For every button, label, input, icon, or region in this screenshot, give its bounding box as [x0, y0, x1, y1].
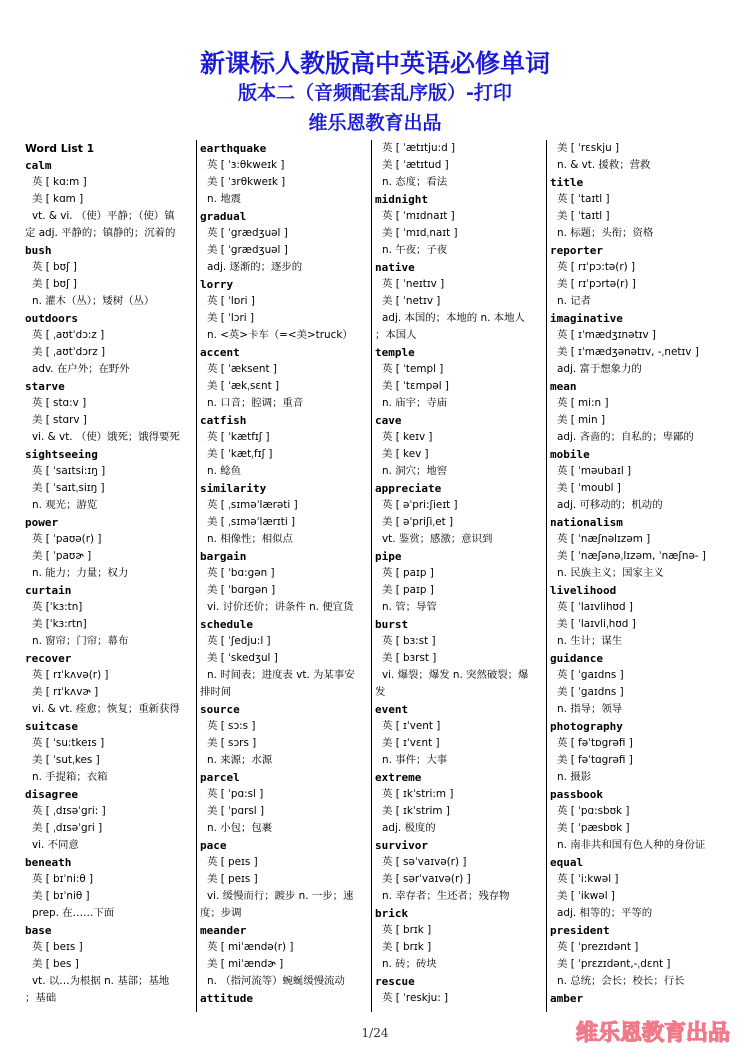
entry-line: 英 [ brɪk ]: [382, 924, 432, 936]
headword: pipe: [375, 550, 402, 563]
headword: outdoors: [25, 312, 78, 325]
entry-line: 美 [ ˈlɔri ]: [207, 312, 255, 324]
publisher-line: 维乐恩教育出品: [308, 112, 442, 134]
headword: imaginative: [550, 312, 623, 325]
entry-line: 英 [ ɪˈmædʒɪnətɪv ]: [557, 329, 656, 341]
headword: similarity: [200, 482, 267, 495]
column-divider: [371, 140, 372, 1012]
entry-line: n. 南非共和国有色人种的身份证: [557, 839, 706, 851]
headword: mobile: [550, 448, 590, 461]
entry-line: n. 幸存者；生还者；残存物: [382, 890, 510, 902]
entry-line: 美 [ ˈskedʒul ]: [207, 652, 278, 664]
entry-line: 英 [ ɪˈvent ]: [382, 720, 441, 732]
entry-line: adj. 逐渐的；逐步的: [207, 261, 303, 273]
entry-line: adj. 富于想象力的: [557, 363, 642, 375]
entry-line: 美 [ ˈpɑrsl ]: [207, 805, 265, 817]
entry-line: 英 [ ˈkætfɪʃ ]: [207, 431, 270, 443]
entry-line: 美 [ bʊʃ ]: [32, 278, 77, 290]
entry-line: 美 [ brɪk ]: [382, 941, 432, 953]
entry-line: 英 [ ˈbɑ:gən ]: [207, 567, 275, 579]
entry-line: n. 小包；包裹: [207, 822, 273, 834]
word-list-heading: Word List 1: [25, 142, 95, 155]
entry-line: 美 [ kev ]: [382, 448, 429, 460]
entry-line: 英 [ ˈpɑ:sl ]: [207, 788, 264, 800]
entry-line: 美 [ ˈtɛmpəl ]: [382, 380, 449, 392]
entry-line: 美 [ ˌaʊtˈdɔrz ]: [32, 346, 106, 358]
entry-line: 英 [ əˈpri:ʃieɪt ]: [382, 499, 458, 511]
entry-line: 美 [ əˈpriʃiˌet ]: [382, 516, 454, 528]
entry-line: n. 鲶鱼: [207, 465, 241, 477]
headword: curtain: [25, 584, 72, 597]
headword: appreciate: [375, 482, 442, 495]
headword: photography: [550, 720, 623, 733]
entry-line: 美 [ ˈpæsbʊk ]: [557, 822, 630, 834]
document-subtitle: 版本二（音频配套乱序版）-打印: [238, 82, 512, 104]
entry-line: vi. & vt. （使）饿死；饿得要死: [32, 431, 180, 443]
headword: president: [550, 924, 610, 937]
entry-line: 美 [ ˌdɪsəˈgri ]: [32, 822, 103, 834]
entry-line: 英 [ miˈændə(r) ]: [207, 941, 294, 953]
entry-line: n. 总统；会长；校长；行长: [557, 975, 685, 987]
headword: livelihood: [550, 584, 617, 597]
headword: catfish: [200, 414, 247, 427]
entry-line: adj. 极度的: [382, 822, 436, 834]
headword: calm: [25, 159, 52, 172]
headword: accent: [200, 346, 240, 359]
entry-line: 英 [ rɪˈkʌvə(r) ]: [32, 669, 109, 681]
document-title: 新课标人教版高中英语必修单词: [199, 49, 550, 78]
entry-line: 英 [ ˈgrædʒuəl ]: [207, 227, 288, 239]
headword: recover: [25, 652, 72, 665]
entry-line: vt. 鉴赏；感激；意识到: [382, 533, 493, 545]
entry-line: n. 摄影: [557, 771, 591, 783]
definition-continuation: 定 adj. 平静的；镇静的；沉着的: [25, 227, 176, 239]
entry-line: n. 午夜；子夜: [382, 244, 448, 256]
entry-line: 美 [ ˈnetɪv ]: [382, 295, 441, 307]
entry-line: 英 [ ɪkˈstri:m ]: [382, 788, 454, 800]
headword: beneath: [25, 856, 72, 869]
entry-line: 美 [ ˈɜrθkweɪk ]: [207, 176, 286, 188]
entry-line: 美 [ ˈmɪdˌnaɪt ]: [382, 227, 458, 239]
entry-line: 美 [ˈkɜ:rtn]: [32, 618, 87, 630]
headword: suitcase: [25, 720, 78, 733]
headword: disagree: [25, 788, 78, 801]
entry-line: vi. 不同意: [32, 839, 79, 851]
entry-line: 美 [ miˈændɚ ]: [207, 958, 284, 970]
entry-line: 美 [ ˈkætˌfɪʃ ]: [207, 448, 273, 460]
entry-line: 美 [ ˈtaɪtl ]: [557, 210, 610, 222]
entry-line: vi. 缓慢而行；踱步 n. 一步；速: [207, 890, 354, 902]
headword: bargain: [200, 550, 247, 563]
headword: meander: [200, 924, 247, 937]
entry-line: 美 [ bes ]: [32, 958, 79, 970]
headword: nationalism: [550, 516, 623, 529]
entry-line: 美 [ min ]: [557, 414, 606, 426]
headword: reporter: [550, 244, 603, 257]
headword: lorry: [200, 278, 234, 291]
entry-line: 英 [ ˌsɪməˈlærəti ]: [207, 499, 298, 511]
entry-line: 美 [ ˈækˌsɛnt ]: [207, 380, 280, 392]
word-column-2: [200, 140, 370, 1013]
headword: attitude: [200, 992, 253, 1005]
headword: pace: [200, 839, 227, 852]
headword: schedule: [200, 618, 253, 631]
entry-line: n. 态度；看法: [382, 176, 448, 188]
entry-line: 英 [ ˈlaɪvlihʊd ]: [557, 601, 633, 613]
entry-line: n. 民族主义；国家主义: [557, 567, 664, 579]
word-column-4: [550, 140, 728, 1013]
headword: power: [25, 516, 59, 529]
entry-line: n. 洞穴；地窖: [382, 465, 448, 477]
entry-line: 英 [ peɪs ]: [207, 856, 258, 868]
word-column-3: [375, 140, 545, 1013]
headword: brick: [375, 907, 409, 920]
entry-line: adj. 吝啬的；自私的；卑鄙的: [557, 431, 694, 443]
entry-line: vi. 讨价还价；讲条件 n. 便宜货: [207, 601, 354, 613]
entry-line: 美 [ ɪˈmædʒənətɪv, -ˌnetɪv ]: [557, 346, 699, 358]
entry-line: 美 [ ɪˈvɛnt ]: [382, 737, 440, 749]
entry-line: vi. & vt. 痊愈；恢复；重新获得: [32, 703, 180, 715]
headword: rescue: [375, 975, 415, 988]
entry-line: n. 生计；谋生: [557, 635, 623, 647]
entry-line: 美 [ ˈætɪtud ]: [382, 159, 449, 171]
page-number: 1/24: [361, 1026, 389, 1040]
entry-line: 美 [ ˈprɛzɪdənt,-ˌdɛnt ]: [557, 958, 671, 970]
entry-line: 美 [ kɑm ]: [32, 193, 84, 205]
entry-line: 英 [ səˈvaɪvə(r) ]: [382, 856, 467, 868]
entry-line: 美 [ ˈrɛskju ]: [557, 142, 620, 154]
entry-line: 英 [ ˌaʊtˈdɔ:z ]: [32, 329, 105, 341]
entry-line: 美 [ bɜrst ]: [382, 652, 437, 664]
definition-continuation: ；本国人: [375, 329, 417, 341]
headword: passbook: [550, 788, 603, 801]
headword: source: [200, 703, 240, 716]
column-divider: [546, 140, 547, 1012]
column-divider: [196, 140, 197, 1012]
entry-line: 英 [ ˈsaɪtsi:ɪŋ ]: [32, 465, 106, 477]
entry-line: vt. 以…为根据 n. 基部；基地: [32, 975, 170, 987]
entry-line: 美 [ rɪˈkʌvɚ ]: [32, 686, 99, 698]
headword: parcel: [200, 771, 240, 784]
headword: earthquake: [200, 142, 267, 155]
entry-line: 英 [ stɑ:v ]: [32, 397, 87, 409]
entry-line: n. 标题；头衔；资格: [557, 227, 654, 239]
entry-line: 英 [ ˈæksent ]: [207, 363, 277, 375]
headword: midnight: [375, 193, 428, 206]
entry-line: adj. 可移动的；机动的: [557, 499, 663, 511]
entry-line: 英 [ rɪˈpɔ:tə(r) ]: [557, 261, 636, 273]
entry-line: adv. 在户外；在野外: [32, 363, 130, 375]
entry-line: n. 时间表；进度表 vt. 为某事安: [207, 669, 355, 681]
entry-line: 美 [ fəˈtɑgrəfi ]: [557, 754, 633, 766]
entry-line: n. 记者: [557, 295, 591, 307]
entry-line: 美 [ stɑrv ]: [32, 414, 87, 426]
headword: starve: [25, 380, 65, 393]
headword: bush: [25, 244, 52, 257]
entry-line: 英 [ ˈɜ:θkweɪk ]: [207, 159, 285, 171]
headword: base: [25, 924, 52, 937]
entry-line: 美 [ sɔrs ]: [207, 737, 257, 749]
entry-line: 英 [ ˈprezɪdənt ]: [557, 941, 639, 953]
entry-line: n. & vt. 援救；营救: [557, 159, 651, 171]
definition-continuation: ；基础: [25, 992, 57, 1004]
entry-line: 美 [ ˈsaɪtˌsiɪŋ ]: [32, 482, 105, 494]
entry-line: n. <英>卡车（=<美>truck）: [207, 329, 353, 341]
entry-line: 英 [ ˈpaʊə(r) ]: [32, 533, 102, 545]
entry-line: n. 手提箱；衣箱: [32, 771, 108, 783]
entry-line: n. 窗帘；门帘；幕布: [32, 635, 129, 647]
entry-line: n. 相像性；相似点: [207, 533, 293, 545]
entry-line: vi. 爆裂；爆发 n. 突然破裂；爆: [382, 669, 529, 681]
entry-line: 美 [ ˈsutˌkes ]: [32, 754, 100, 766]
definition-continuation: 度；步调: [200, 907, 242, 919]
entry-line: n. 指导；领导: [557, 703, 623, 715]
entry-line: 美 [ ˈpaʊɚ ]: [32, 550, 92, 562]
entry-line: vt. & vi. （使）平静；（使）镇: [32, 210, 175, 222]
headword: event: [375, 703, 409, 716]
entry-line: n. 庙宇；寺庙: [382, 397, 448, 409]
entry-line: 英 [ keɪv ]: [382, 431, 433, 443]
headword: title: [550, 176, 584, 189]
entry-line: 英 [ beɪs ]: [32, 941, 83, 953]
entry-line: 美 [ ˈgrædʒuəl ]: [207, 244, 288, 256]
entry-line: 英 [ ˈreskju: ]: [382, 992, 449, 1004]
entry-line: 美 [ paɪp ]: [382, 584, 434, 596]
entry-line: 英 [ ˈneɪtɪv ]: [382, 278, 445, 290]
entry-line: 美 [ ˈikwəl ]: [557, 890, 615, 902]
entry-line: n. 能力；力量；权力: [32, 567, 129, 579]
entry-line: 英 [ ˈsu:tkeɪs ]: [32, 737, 105, 749]
entry-line: 英 [ fəˈtɒgrəfi ]: [557, 737, 633, 749]
headword: guidance: [550, 652, 603, 665]
entry-line: n. 来源；水源: [207, 754, 273, 766]
entry-line: n. 砖；砖块: [382, 958, 437, 970]
entry-line: 英 [ ˈætɪtju:d ]: [382, 142, 456, 154]
entry-line: 英 [ paɪp ]: [382, 567, 434, 579]
headword: survivor: [375, 839, 428, 852]
entry-line: 英 [ ˈnæʃnəlɪzəm ]: [557, 533, 651, 545]
entry-line: 英 [ ˈpɑ:sbʊk ]: [557, 805, 630, 817]
headword: mean: [550, 380, 577, 393]
entry-line: 美 [ ˈnæʃənəˌlɪzəm, ˈnæʃnə- ]: [557, 550, 706, 562]
entry-line: n. 地震: [207, 193, 241, 205]
entry-line: 英 [ bʊʃ ]: [32, 261, 77, 273]
definition-continuation: 发: [375, 686, 386, 698]
entry-line: 美 [ ˈgaɪdns ]: [557, 686, 624, 698]
entry-line: 美 [ ˈbɑrgən ]: [207, 584, 276, 596]
entry-line: 英 [ ˈʃedju:l ]: [207, 635, 271, 647]
entry-line: 美 [ peɪs ]: [207, 873, 258, 885]
word-column-1: [25, 140, 195, 1013]
entry-line: 美 [ ˈmoubl ]: [557, 482, 621, 494]
entry-line: n. 口音；腔调；重音: [207, 397, 304, 409]
entry-line: 英 [ˈkɜ:tn]: [32, 601, 83, 613]
entry-line: adj. 相等的；平等的: [557, 907, 653, 919]
entry-line: 美 [ ˈlaɪvliˌhʊd ]: [557, 618, 636, 630]
headword: temple: [375, 346, 415, 359]
entry-line: 美 [ sərˈvaɪvə(r) ]: [382, 873, 471, 885]
headword: cave: [375, 414, 402, 427]
entry-line: n. 事件；大事: [382, 754, 448, 766]
entry-line: prep. 在……下面: [32, 907, 115, 919]
entry-line: 英 [ ˈtaɪtl ]: [557, 193, 610, 205]
entry-line: 英 [ ˈlɒri ]: [207, 295, 255, 307]
definition-continuation: 排时间: [200, 686, 232, 698]
entry-line: 英 [ bɜ:st ]: [382, 635, 436, 647]
entry-line: adj. 本国的；本地的 n. 本地人: [382, 312, 525, 324]
entry-line: 美 [ bɪˈniθ ]: [32, 890, 90, 902]
entry-line: 英 [ ˈi:kwəl ]: [557, 873, 619, 885]
entry-line: n. （指河流等）蜿蜒缓慢流动: [207, 975, 345, 987]
headword: sightseeing: [25, 448, 98, 461]
entry-line: 英 [ ˌdɪsəˈgri: ]: [32, 805, 106, 817]
entry-line: 英 [ ˈmɪdnaɪt ]: [382, 210, 455, 222]
entry-line: n. 灌木（丛）；矮树（丛）: [32, 295, 155, 307]
entry-line: n. 管；导管: [382, 601, 437, 613]
entry-line: 英 [ mi:n ]: [557, 397, 609, 409]
entry-line: 英 [ kɑ:m ]: [32, 176, 87, 188]
entry-line: 英 [ ˈtempl ]: [382, 363, 444, 375]
headword: equal: [550, 856, 584, 869]
entry-line: 英 [ ˈməubaɪl ]: [557, 465, 632, 477]
entry-line: 美 [ rɪˈpɔrtə(r) ]: [557, 278, 636, 290]
headword: amber: [550, 992, 584, 1005]
headword: native: [375, 261, 415, 274]
headword: extreme: [375, 771, 422, 784]
entry-line: n. 观光；游览: [32, 499, 98, 511]
entry-line: 美 [ ˌsɪməˈlærɪti ]: [207, 516, 296, 528]
entry-line: 英 [ bɪˈni:θ ]: [32, 873, 94, 885]
headword: gradual: [200, 210, 247, 223]
headword: burst: [375, 618, 409, 631]
entry-line: 英 [ sɔ:s ]: [207, 720, 256, 732]
entry-line: 美 [ ɪkˈstrim ]: [382, 805, 450, 817]
watermark-logo: 维乐恩教育出品: [575, 1021, 730, 1046]
entry-line: 英 [ ˈgaɪdns ]: [557, 669, 624, 681]
